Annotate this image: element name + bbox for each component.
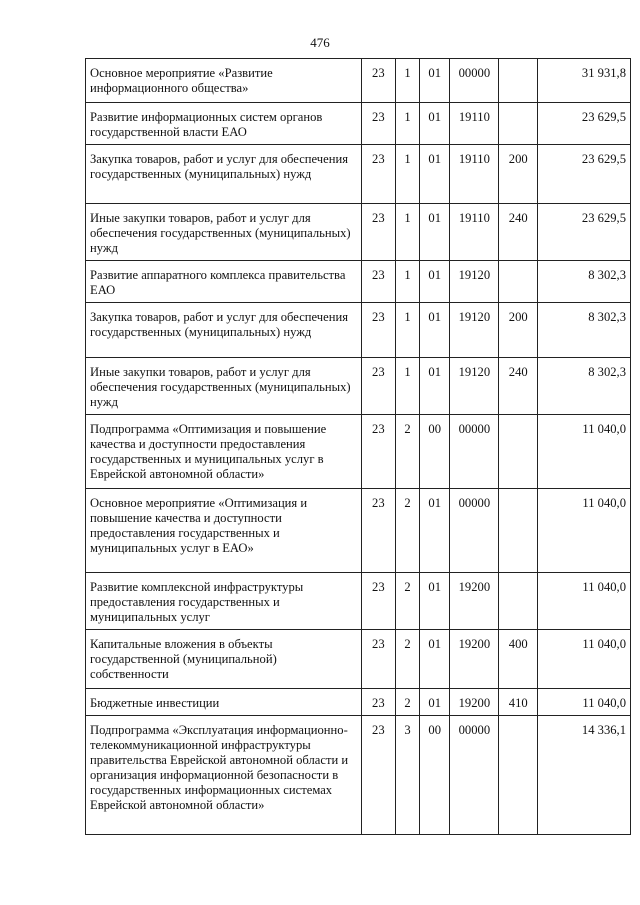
amount: 11 040,0: [538, 689, 631, 716]
table-row: [86, 145, 631, 204]
direction-code: 19200: [450, 689, 499, 716]
subprogram-code: 1: [396, 303, 420, 358]
budget-table: [85, 58, 631, 835]
table-row: [86, 358, 631, 415]
item-name: Основное мероприятие «Развитие информационного общества»: [86, 59, 362, 103]
table-row: [86, 689, 631, 716]
ministry-code: 23: [361, 716, 395, 835]
direction-code: 19110: [450, 145, 499, 204]
expense-type-code: [499, 489, 538, 573]
ministry-code: 23: [361, 204, 395, 261]
expense-type-code: 410: [499, 689, 538, 716]
subprogram-code: 2: [396, 630, 420, 689]
ministry-code: 23: [361, 358, 395, 415]
ministry-code: 23: [361, 415, 395, 489]
item-name: Иные закупки товаров, работ и услуг для обеспечения государственных (муниципальных) нужд: [86, 358, 362, 415]
table-row: [86, 630, 631, 689]
subprogram-code: 1: [396, 358, 420, 415]
direction-code: 19200: [450, 573, 499, 630]
item-name: Подпрограмма «Оптимизация и повышение качества и доступности предоставления государственных и муниципальных услуг в Еврейской автономной области»: [86, 415, 362, 489]
subprogram-code: 2: [396, 489, 420, 573]
activity-code: 01: [420, 573, 450, 630]
table-row: [86, 103, 631, 145]
expense-type-code: [499, 716, 538, 835]
amount: 23 629,5: [538, 145, 631, 204]
expense-type-code: 200: [499, 145, 538, 204]
amount: 31 931,8: [538, 59, 631, 103]
ministry-code: 23: [361, 103, 395, 145]
amount: 8 302,3: [538, 261, 631, 303]
ministry-code: 23: [361, 630, 395, 689]
ministry-code: 23: [361, 573, 395, 630]
direction-code: 00000: [450, 59, 499, 103]
direction-code: 19110: [450, 103, 499, 145]
table-row: [86, 204, 631, 261]
amount: 8 302,3: [538, 358, 631, 415]
ministry-code: 23: [361, 689, 395, 716]
activity-code: 01: [420, 689, 450, 716]
table-row: [86, 716, 631, 835]
direction-code: 19120: [450, 261, 499, 303]
expense-type-code: 400: [499, 630, 538, 689]
subprogram-code: 1: [396, 204, 420, 261]
item-name: Закупка товаров, работ и услуг для обеспечения государственных (муниципальных) нужд: [86, 145, 362, 204]
subprogram-code: 2: [396, 573, 420, 630]
table-row: [86, 415, 631, 489]
amount: 11 040,0: [538, 573, 631, 630]
item-name: Бюджетные инвестиции: [86, 689, 362, 716]
direction-code: 00000: [450, 489, 499, 573]
expense-type-code: [499, 261, 538, 303]
activity-code: 01: [420, 358, 450, 415]
amount: 11 040,0: [538, 630, 631, 689]
table-row: [86, 573, 631, 630]
subprogram-code: 1: [396, 59, 420, 103]
table-row: [86, 59, 631, 103]
direction-code: 19110: [450, 204, 499, 261]
activity-code: 01: [420, 204, 450, 261]
amount: 11 040,0: [538, 415, 631, 489]
table-row: [86, 489, 631, 573]
amount: 8 302,3: [538, 303, 631, 358]
item-name: Развитие аппаратного комплекса правительства ЕАО: [86, 261, 362, 303]
expense-type-code: 200: [499, 303, 538, 358]
activity-code: 01: [420, 489, 450, 573]
amount: 23 629,5: [538, 204, 631, 261]
subprogram-code: 1: [396, 103, 420, 145]
activity-code: 01: [420, 103, 450, 145]
subprogram-code: 3: [396, 716, 420, 835]
activity-code: 01: [420, 630, 450, 689]
expense-type-code: 240: [499, 358, 538, 415]
amount: 11 040,0: [538, 489, 631, 573]
activity-code: 00: [420, 415, 450, 489]
table-row: [86, 261, 631, 303]
item-name: Развитие информационных систем органов государственной власти ЕАО: [86, 103, 362, 145]
subprogram-code: 2: [396, 689, 420, 716]
ministry-code: 23: [361, 145, 395, 204]
item-name: Подпрограмма «Эксплуатация информационно-телекоммуникационной инфраструктуры правительства Еврейской автономной области и организация информационной безопасности в государственных информационных системах Еврейской автономной области»: [86, 716, 362, 835]
expense-type-code: [499, 103, 538, 145]
subprogram-code: 2: [396, 415, 420, 489]
direction-code: 19120: [450, 303, 499, 358]
ministry-code: 23: [361, 489, 395, 573]
direction-code: 19120: [450, 358, 499, 415]
activity-code: 01: [420, 303, 450, 358]
expense-type-code: [499, 415, 538, 489]
direction-code: 00000: [450, 415, 499, 489]
item-name: Капитальные вложения в объекты государственной (муниципальной) собственности: [86, 630, 362, 689]
subprogram-code: 1: [396, 145, 420, 204]
ministry-code: 23: [361, 59, 395, 103]
activity-code: 01: [420, 59, 450, 103]
expense-type-code: [499, 573, 538, 630]
activity-code: 00: [420, 716, 450, 835]
activity-code: 01: [420, 145, 450, 204]
item-name: Закупка товаров, работ и услуг для обеспечения государственных (муниципальных) нужд: [86, 303, 362, 358]
subprogram-code: 1: [396, 261, 420, 303]
activity-code: 01: [420, 261, 450, 303]
item-name: Развитие комплексной инфраструктуры предоставления государственных и муниципальных услуг: [86, 573, 362, 630]
page-number: 476: [310, 35, 330, 50]
item-name: Иные закупки товаров, работ и услуг для обеспечения государственных (муниципальных) нужд: [86, 204, 362, 261]
ministry-code: 23: [361, 261, 395, 303]
amount: 14 336,1: [538, 716, 631, 835]
expense-type-code: [499, 59, 538, 103]
direction-code: 19200: [450, 630, 499, 689]
expense-type-code: 240: [499, 204, 538, 261]
item-name: Основное мероприятие «Оптимизация и повышение качества и доступности предоставления государственных и муниципальных услуг в ЕАО»: [86, 489, 362, 573]
amount: 23 629,5: [538, 103, 631, 145]
table-row: [86, 303, 631, 358]
direction-code: 00000: [450, 716, 499, 835]
ministry-code: 23: [361, 303, 395, 358]
